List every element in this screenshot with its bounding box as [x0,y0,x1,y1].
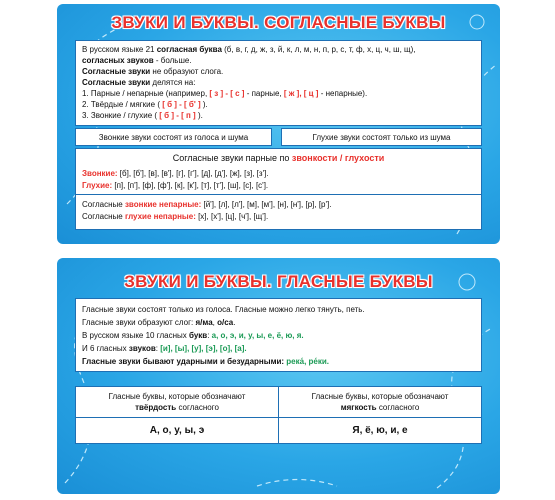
vowels-table [75,386,482,444]
rule-line: 1. Парные / непарные (например, [ з ] - [ с ] - парные, [ ж ], [ ц ] - непарные). [82,89,368,98]
voiceless-definition-box [281,128,482,146]
pairs-heading: Согласные звуки парные по звонкости / глухости [172,153,385,163]
rule-line: В русском языке 10 гласных букв: а, о, э, и, у, ы, е, ё, ю, я. [82,331,304,340]
rule-line: Гласные звуки бывают ударными и безударными: река́, ре́ки. [82,357,330,366]
voiced-definition-text: Звонкие звуки состоят из голоса и шума [98,133,249,142]
unpaired-voiced-list: Согласные звонкие непарные: [й'], [л], [л'], [м], [м'], [н], [н'], [р], [р']. [82,200,332,209]
unpaired-voiceless-list: Согласные глухие непарные: [х], [х'], [ц], [ч'], [щ']. [82,212,269,221]
pairs-panel [75,148,482,230]
voiced-list: Звонкие: [б], [б'], [в], [в'], [г], [г'], [д], [д'], [ж], [з], [з']. [82,169,269,178]
rule-line: согласных звуков - больше. [82,56,192,65]
card-title: ЗВУКИ И БУКВЫ. СОГЛАСНЫЕ БУКВЫ [111,13,446,32]
card-title: ЗВУКИ И БУКВЫ. ГЛАСНЫЕ БУКВЫ [124,272,433,291]
rule-line: Согласные звуки не образуют слога. [82,67,224,76]
rule-line: Гласные звуки состоят только из голоса. Гласные можно легко тянуть, петь. [82,305,365,314]
voiceless-list: Глухие: [п], [п'], [ф], [ф'], [к], [к'], [т], [т'], [ш], [с], [с']. [82,181,269,190]
voiced-definition-box [75,128,272,146]
consonants-card [57,4,500,244]
rule-line: Согласные звуки делятся на: [82,78,196,87]
voiceless-definition-text: Глухие звуки состоят только из шума [312,133,451,142]
rule-line: И 6 гласных звуков: [и], [ы], [у], [э], [о], [а]. [82,344,247,353]
rule-line: В русском языке 21 согласная буква (б, в, г, д, ж, з, й, к, л, м, н, п, р, с, т, ф, х, ц, ч, ш, щ), [82,45,416,54]
divider [76,417,481,418]
hard-vowel-letters: А, о, у, ы, э [149,425,205,436]
soft-vowels-header: Гласные буквы, которые обозначают мягкость согласного [311,392,449,412]
rule-line: 3. Звонкие / глухие ( [ б ] - [ п ] ). [82,111,203,120]
vowels-card [57,258,500,494]
decorative-dashed-lines [57,258,500,494]
consonants-rules-panel [75,40,482,126]
rule-line: 2. Твёрдые / мягкие ( [ б ] - [ б' ] ). [82,100,208,109]
vowels-rules-panel [75,298,482,372]
divider [76,194,481,195]
hard-vowels-header: Гласные буквы, которые обозначают твёрдость согласного [108,392,246,412]
soft-vowel-letters: Я, ё, ю, и, е [352,425,408,436]
rule-line: Гласные звуки образуют слог: я/ма, о/са. [82,318,236,327]
